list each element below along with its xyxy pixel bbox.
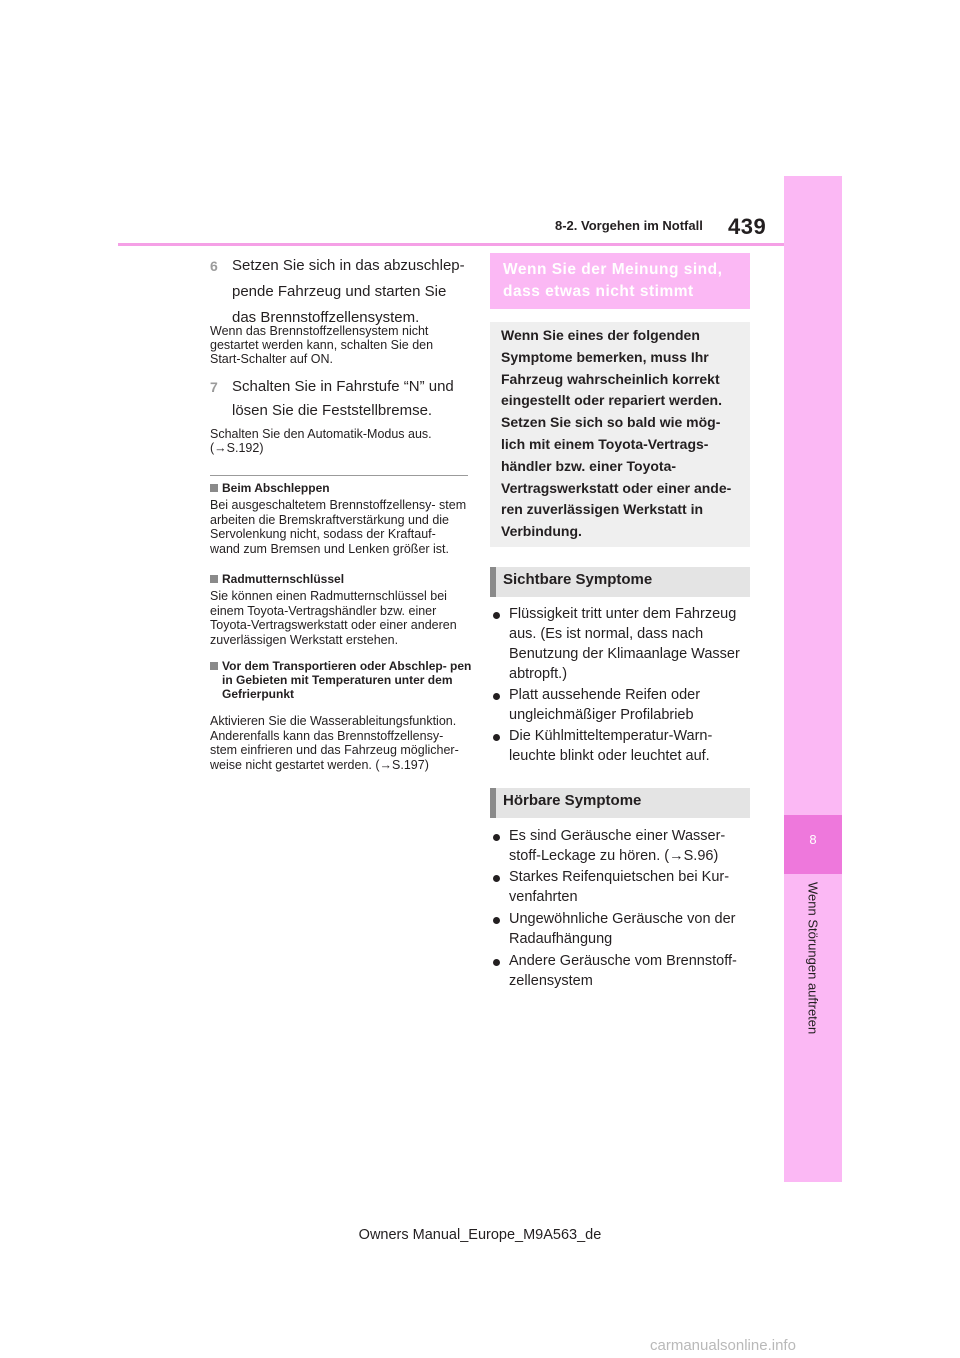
step-7-note: Schalten Sie den Automatik-Modus aus. (→S.192) (210, 427, 432, 455)
bullet-icon (493, 612, 500, 619)
subsection-heading (210, 481, 470, 495)
list-item (509, 951, 751, 991)
bullet-icon (493, 834, 500, 841)
audible-symptoms-heading: Hörbare Symptome (503, 792, 642, 809)
subsection-heading (210, 659, 472, 701)
step-text (232, 375, 472, 423)
intro-text: Wenn Sie eines der folgenden Symptome bemerken, muss Ihr Fahrzeug wahrscheinlich korrekt eingestellt oder repariert werden. Setzen Sie sich so bald wie mög- lich mit einem Toyota-Vertrags- händler bzw. einer Toyota- Vertragswerkstatt oder einer ande- ren zuverlässigen Werkstatt in Verbindung. (501, 327, 732, 540)
square-bullet-icon (210, 484, 218, 492)
step-line: pende Fahrzeug und starten Sie (232, 283, 447, 300)
step-number: 7 (210, 379, 218, 395)
list-item-text: Platt aussehende Reifen oder ungleichmäßiger Profilabrieb (509, 687, 701, 723)
subsection-body: Sie können einen Radmutternschlüssel bei einem Toyota-Vertragshändler bzw. einer Toyota-Vertragswerkstatt oder einer anderen zuverlässigen Werkstatt erstehen. (210, 589, 457, 647)
bullet-icon (493, 693, 500, 700)
step-number: 6 (210, 258, 218, 274)
bullet-icon (493, 734, 500, 741)
step-7 (210, 375, 472, 425)
page-number: 439 (728, 214, 767, 239)
bar-stripe (490, 788, 496, 818)
bar-stripe (490, 567, 496, 597)
subsection-heading-text: Vor dem Transportieren oder Abschlep- pen in Gebieten mit Temperaturen unter dem Gefrierpunkt (222, 659, 472, 701)
step-line: lösen Sie die Feststellbremse. (232, 402, 433, 419)
chapter-title-wrap (784, 882, 842, 1047)
step-text (232, 254, 472, 330)
visible-symptoms-heading: Sichtbare Symptome (503, 571, 653, 588)
list-item (509, 826, 751, 866)
chapter-title: Wenn Störungen auftreten (805, 882, 821, 1035)
step-line: das Brennstoffzellensystem. (232, 309, 420, 326)
list-item-text: Starkes Reifenquietschen bei Kur- venfahrten (509, 869, 730, 905)
step-line: Setzen Sie sich in das abzuschlep- (232, 257, 465, 274)
step-line: Schalten Sie in Fahrstufe “N” und (232, 378, 454, 395)
step-6 (210, 254, 472, 330)
list-item-text: Andere Geräusche vom Brennstoff- zellensystem (509, 953, 737, 989)
audible-symptoms-bar (490, 788, 750, 818)
bullet-icon (493, 917, 500, 924)
subsection-heading (210, 572, 470, 586)
visible-symptoms-bar (490, 567, 750, 597)
bullet-icon (493, 875, 500, 882)
step-6-note: Wenn das Brennstoffzellensystem nicht gestartet werden kann, schalten Sie den Start-Schalter auf ON. (210, 324, 434, 366)
list-item-text: Ungewöhnliche Geräusche von der Radaufhängung (509, 911, 736, 947)
chapter-number: 8 (809, 832, 817, 847)
list-item (509, 726, 751, 766)
bullet-icon (493, 959, 500, 966)
list-item-text: Flüssigkeit tritt unter dem Fahrzeug aus. (Es ist normal, dass nach Benutzung der Klimaanlage Wasser abtropft.) (509, 606, 740, 682)
square-bullet-icon (210, 662, 218, 670)
square-bullet-icon (210, 575, 218, 583)
section-heading: Wenn Sie der Meinung sind, dass etwas nicht stimmt (503, 261, 723, 300)
subsection-heading-text: Radmutternschlüssel (222, 572, 345, 586)
subsection-body: Bei ausgeschaltetem Brennstoffzellensy- stem arbeiten die Bremskraftverstärkung und die Servolenkung nicht, sodass der Kraftauf- wand zum Bremsen und Lenken größer ist. (210, 498, 467, 556)
list-item-text: Die Kühlmitteltemperatur-Warn- leuchte blinkt oder leuchtet auf. (509, 728, 713, 764)
list-item (509, 867, 751, 907)
list-item (509, 909, 751, 949)
document-id: Owners Manual_Europe_M9A563_de (358, 1227, 602, 1243)
list-item-text: Es sind Geräusche einer Wasser- stoff-Leckage zu hören. (→S.96) (509, 828, 726, 864)
list-item (509, 685, 751, 725)
subsection-heading-text: Beim Abschleppen (222, 481, 330, 495)
header-rule (118, 243, 785, 246)
list-item (509, 604, 751, 684)
section-title: 8-2. Vorgehen im Notfall (555, 218, 703, 233)
watermark: carmanualsonline.info (650, 1337, 796, 1354)
subsection-body: Aktivieren Sie die Wasserableitungsfunktion. Anderenfalls kann das Brennstoffzellensy- stem einfrieren und das Fahrzeug möglicher- weise nicht gestartet werden. (→S.197) (210, 714, 459, 772)
divider (210, 475, 468, 476)
